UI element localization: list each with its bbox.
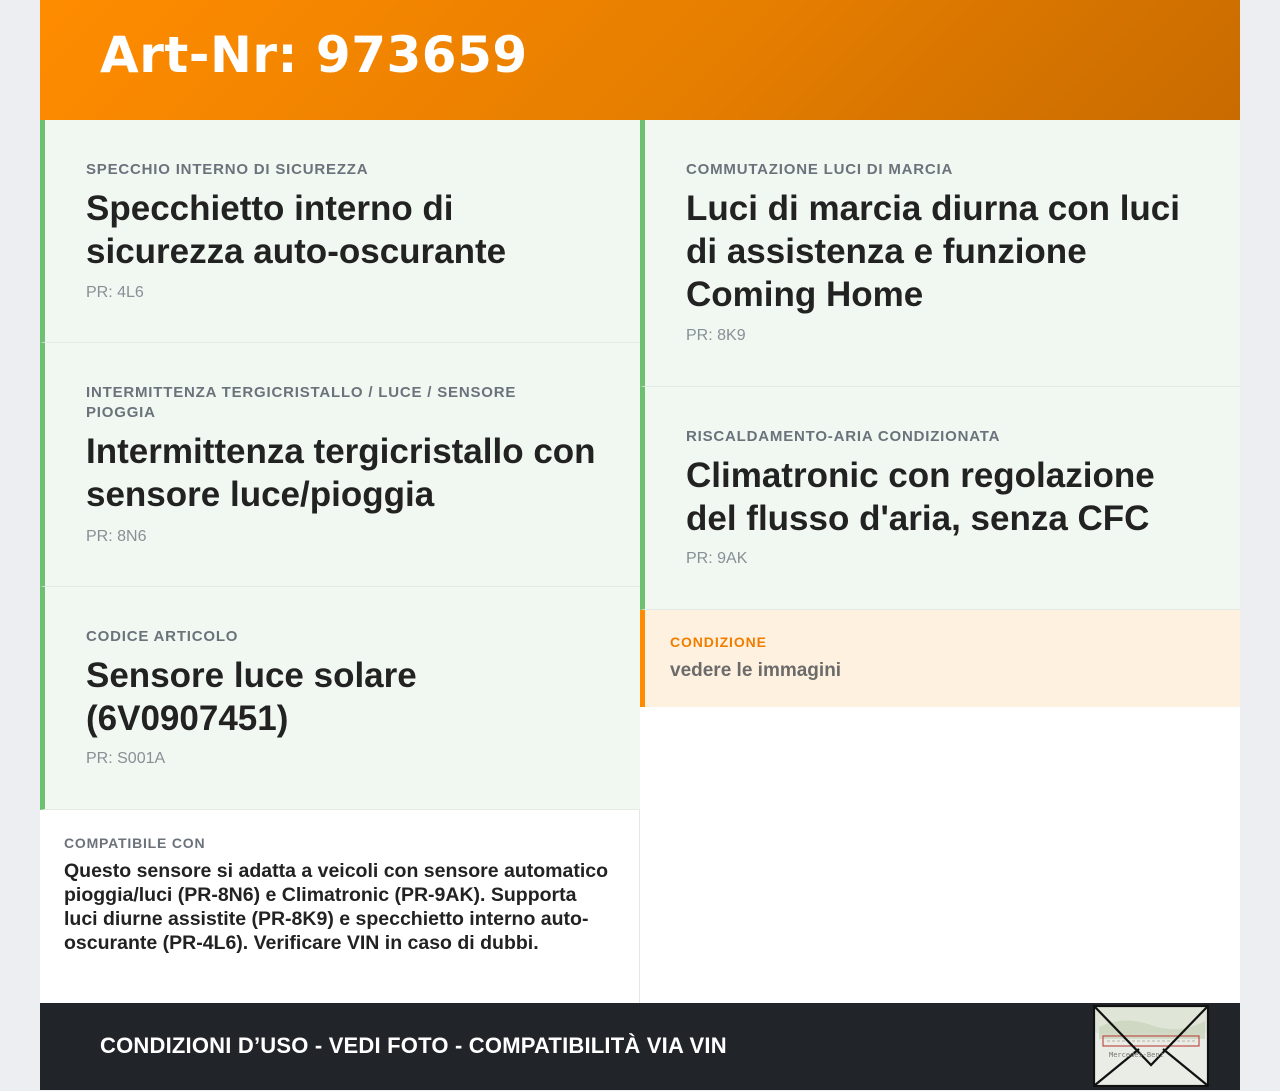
header-banner [40, 0, 1240, 120]
footer-text: CONDIZIONI D’USO - VEDI FOTO - COMPATIBILITÀ VIA VIN [100, 1033, 727, 1058]
feature-pr-code: PR: 8K9 [686, 327, 746, 344]
condition-box [640, 610, 1240, 707]
feature-column-left [40, 120, 640, 810]
feature-card-mirror [40, 120, 640, 343]
feature-column-right [640, 120, 1240, 707]
feature-pr-code: PR: S001A [86, 750, 166, 767]
feature-card-lights [640, 120, 1240, 387]
compatibility-label: COMPATIBILE CON [64, 835, 206, 851]
feature-category: COMMUTAZIONE LUCI DI MARCIA [686, 161, 954, 178]
feature-card-wiper [40, 343, 640, 587]
article-number-title: Art-Nr: 973659 [100, 26, 528, 84]
condition-value: vedere le immagini [670, 660, 842, 681]
compatibility-box [40, 810, 640, 1003]
footer-bar [40, 1003, 1240, 1090]
product-sheet [40, 0, 1240, 1090]
feature-title: Luci di marcia diurna con luci di assistenza e funzione Coming Home [686, 189, 1180, 314]
svg-text:Mercedes-Benz: Mercedes-Benz [1109, 1051, 1164, 1059]
feature-card-climate [640, 387, 1240, 610]
feature-title: Intermittenza tergicristallo con sensore luce/pioggia [86, 432, 596, 514]
compatibility-text: Questo sensore si adatta a veicoli con sensore automatico pioggia/luci (PR-8N6) e Climatronic (PR-9AK). Supporta luci diurne assistite (PR-8K9) e specchietto interno auto-oscurante (PR-4L6). Verificare VIN in caso di dubbi. [64, 860, 609, 954]
feature-category: INTERMITTENZA TERGICRISTALLO / LUCE / SENSORE PIOGGIA [86, 384, 517, 421]
feature-category: RISCALDAMENTO-ARIA CONDIZIONATA [686, 428, 1001, 445]
envelope-stamp-icon [1093, 1005, 1209, 1087]
feature-title: Sensore luce solare (6V0907451) [86, 656, 417, 738]
feature-pr-code: PR: 4L6 [86, 284, 144, 301]
feature-title: Specchietto interno di sicurezza auto-oscurante [86, 189, 507, 271]
feature-category: SPECCHIO INTERNO DI SICUREZZA [86, 161, 369, 178]
feature-category: CODICE ARTICOLO [86, 628, 239, 645]
feature-pr-code: PR: 8N6 [86, 528, 147, 545]
feature-pr-code: PR: 9AK [686, 550, 748, 567]
feature-title: Climatronic con regolazione del flusso d'aria, senza CFC [686, 456, 1155, 538]
feature-card-sensor [40, 587, 640, 810]
condition-label: CONDIZIONE [670, 634, 767, 650]
